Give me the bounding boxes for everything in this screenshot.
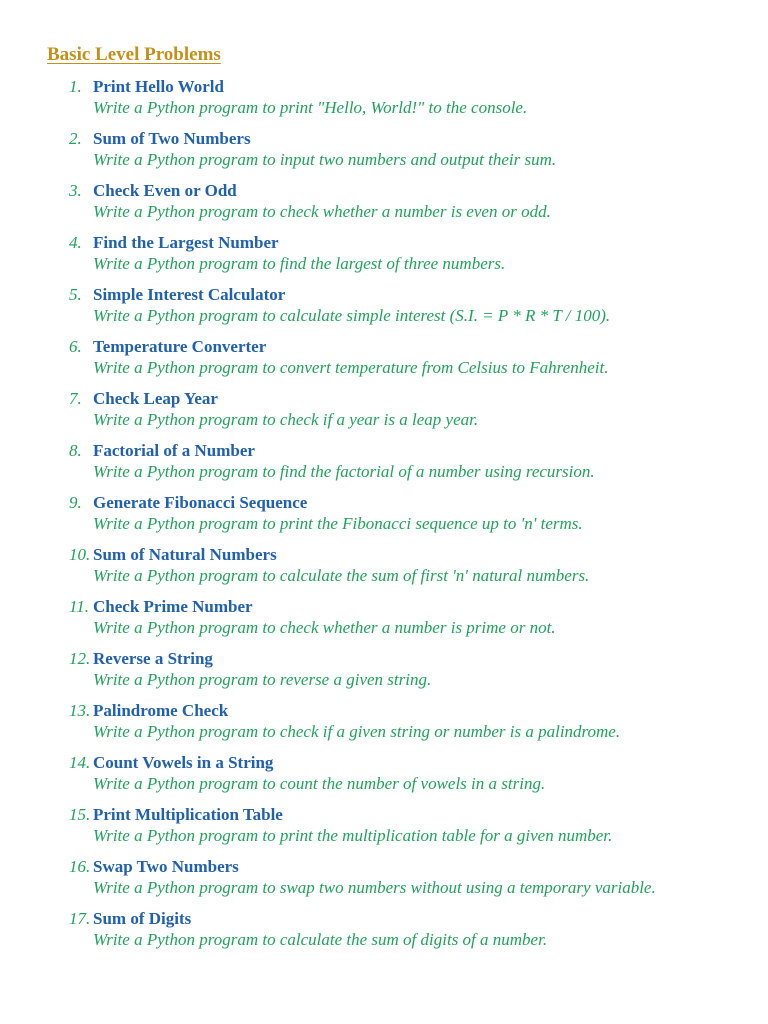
problem-description: Write a Python program to find the largest of three numbers. [93,254,506,273]
problem-description: Write a Python program to convert temperature from Celsius to Fahrenheit. [93,358,609,377]
problem-number: 15. [69,805,91,824]
problem-number: 4. [69,233,82,252]
problem-description: Write a Python program to swap two numbers without using a temporary variable. [93,878,656,897]
problem-description: Write a Python program to check if a year is a leap year. [93,410,479,429]
problem-description: Write a Python program to reverse a given string. [93,670,432,689]
problem-title: Check Even or Odd [93,181,237,200]
problem-item-5 [0,284,768,336]
problem-description: Write a Python program to calculate the sum of digits of a number. [93,930,548,949]
problem-description: Write a Python program to check whether a number is even or odd. [93,202,551,221]
problem-title: Sum of Natural Numbers [93,545,277,564]
problem-number: 11. [69,597,89,616]
problem-item-15 [0,804,768,856]
problem-title: Palindrome Check [93,701,229,720]
problem-item-6 [0,336,768,388]
problem-item-11 [0,596,768,648]
problem-description: Write a Python program to calculate simple interest (S.I. = P * R * T / 100). [93,306,611,325]
problem-description: Write a Python program to input two numbers and output their sum. [93,150,557,169]
problem-item-10 [0,544,768,596]
problem-description: Write a Python program to check if a given string or number is a palindrome. [93,722,621,741]
problem-title: Print Multiplication Table [93,805,283,824]
problem-description: Write a Python program to count the number of vowels in a string. [93,774,546,793]
problem-title: Factorial of a Number [93,441,255,460]
problem-item-7 [0,388,768,440]
problem-number: 17. [69,909,91,928]
problem-number: 12. [69,649,91,668]
problem-item-3 [0,180,768,232]
problem-number: 9. [69,493,82,512]
problem-item-17 [0,908,768,960]
problem-title: Swap Two Numbers [93,857,239,876]
problem-number: 7. [69,389,82,408]
problem-description: Write a Python program to calculate the sum of first 'n' natural numbers. [93,566,590,585]
problem-item-12 [0,648,768,700]
problem-number: 2. [69,129,82,148]
problem-title: Temperature Converter [93,337,267,356]
problem-number: 5. [69,285,82,304]
problem-number: 6. [69,337,82,356]
problem-number: 10. [69,545,91,564]
problem-item-4 [0,232,768,284]
problem-title: Print Hello World [93,77,224,96]
problem-title: Check Leap Year [93,389,218,408]
problem-item-14 [0,752,768,804]
problem-item-13 [0,700,768,752]
problem-item-1 [0,76,768,128]
problem-number: 3. [69,181,82,200]
problem-title: Simple Interest Calculator [93,285,286,304]
problem-number: 16. [69,857,91,876]
problem-title: Check Prime Number [93,597,253,616]
section-heading: Basic Level Problems [47,44,221,65]
problem-title: Sum of Digits [93,909,192,928]
problem-item-16 [0,856,768,908]
problem-title: Sum of Two Numbers [93,129,251,148]
problem-item-9 [0,492,768,544]
problem-title: Generate Fibonacci Sequence [93,493,308,512]
problem-title: Count Vowels in a String [93,753,274,772]
problem-number: 14. [69,753,91,772]
problem-description: Write a Python program to print the Fibonacci sequence up to 'n' terms. [93,514,583,533]
problem-number: 8. [69,441,82,460]
problem-number: 13. [69,701,91,720]
problem-item-2 [0,128,768,180]
problem-description: Write a Python program to find the factorial of a number using recursion. [93,462,595,481]
problem-description: Write a Python program to print the multiplication table for a given number. [93,826,613,845]
problem-description: Write a Python program to check whether a number is prime or not. [93,618,556,637]
problem-item-8 [0,440,768,492]
problem-number: 1. [69,77,82,96]
problem-list [0,76,768,960]
problem-title: Reverse a String [93,649,213,668]
problem-title: Find the Largest Number [93,233,279,252]
problem-description: Write a Python program to print "Hello, World!" to the console. [93,98,528,117]
